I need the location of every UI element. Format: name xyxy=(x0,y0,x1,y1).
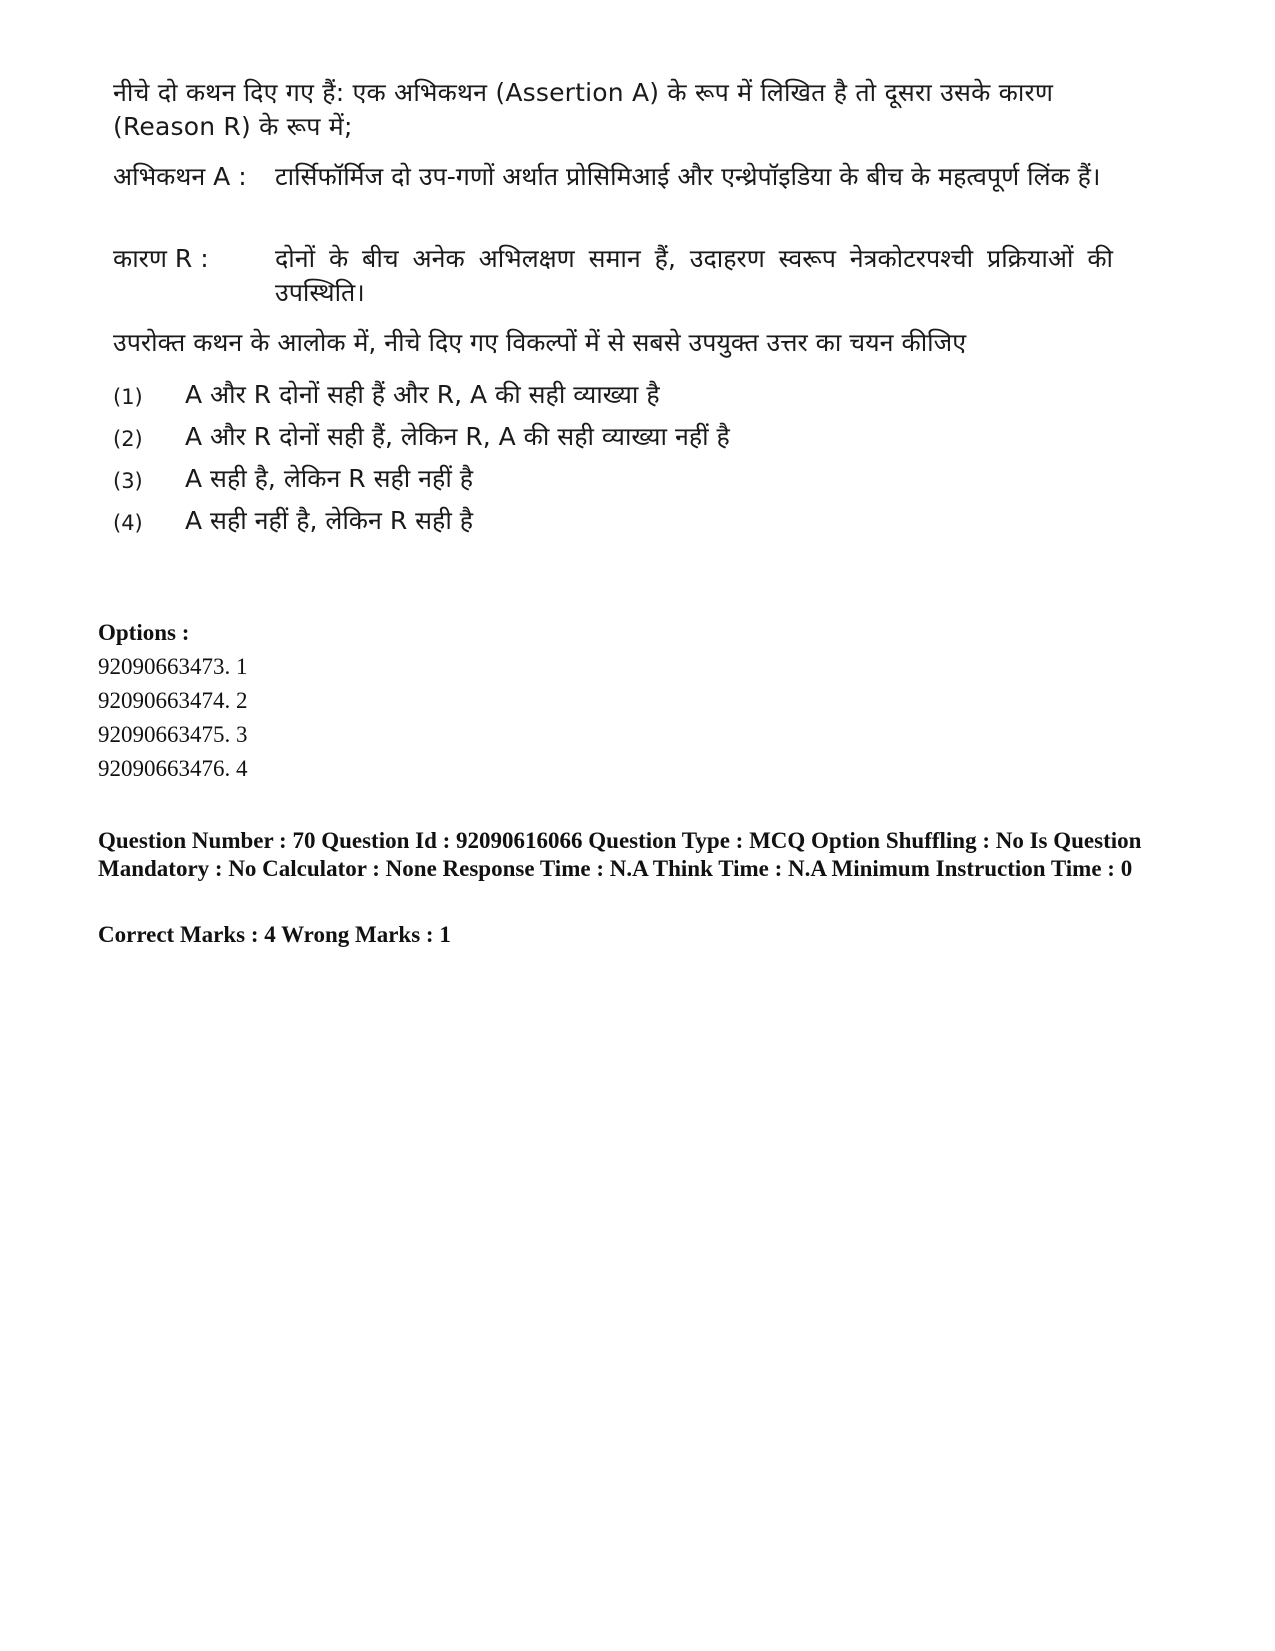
question-image xyxy=(105,70,1120,575)
choice-number: (4) xyxy=(113,511,143,535)
choice-3 xyxy=(113,462,1013,498)
options-heading: Options : xyxy=(98,620,190,645)
choice-text: A सही है, लेकिन R सही नहीं है xyxy=(185,464,474,493)
choice-text: A सही नहीं है, लेकिन R सही है xyxy=(185,506,474,535)
question-details: Question Number : 70 Question Id : 92090616066 Question Type : MCQ Option Shuffling : No Is Question Mandatory : No Calculator : None Response Time : N.A Think Time : N.A Minimum Instruction Time : 0 xyxy=(98,828,1142,881)
choice-text: A और R दोनों सही हैं और R, A की सही व्याख्या है xyxy=(185,380,660,409)
choice-text: A और R दोनों सही हैं, लेकिन R, A की सही व्याख्या नहीं है xyxy=(185,422,730,451)
reason-label: कारण R : xyxy=(113,244,209,273)
choice-number: (3) xyxy=(113,469,143,493)
question-instruction: उपरोक्त कथन के आलोक में, नीचे दिए गए विकल्पों में से सबसे उपयुक्त उत्तर का चयन कीजिए xyxy=(113,328,967,357)
assertion-label: अभिकथन A : xyxy=(113,162,247,191)
marks-line: Correct Marks : 4 Wrong Marks : 1 xyxy=(98,922,451,947)
choice-number: (2) xyxy=(113,427,143,451)
choice-4 xyxy=(113,504,1013,540)
option-item: 92090663476. 4 xyxy=(98,756,248,781)
question-intro: नीचे दो कथन दिए गए हैं: एक अभिकथन (Assertion A) के रूप में लिखित है तो दूसरा उसके कारण (Reason R) के रूप में; xyxy=(113,78,1054,141)
option-item: 92090663474. 2 xyxy=(98,688,248,713)
option-item: 92090663473. 1 xyxy=(98,654,248,679)
choice-2 xyxy=(113,420,1013,456)
assertion-text: टार्सिफॉर्मिज दो उप-गणों अर्थात प्रोसिमिआई और एन्थ्रेपॉइडिया के बीच के महत्वपूर्ण लिंक हैं। xyxy=(275,162,1101,191)
choice-number: (1) xyxy=(113,385,143,409)
choice-1 xyxy=(113,378,1013,414)
option-item: 92090663475. 3 xyxy=(98,722,248,747)
reason-text: दोनों के बीच अनेक अभिलक्षण समान हैं, उदाहरण स्वरूप नेत्रकोटरपश्ची प्रक्रियाओं की उपस्थिति। xyxy=(275,244,1113,307)
